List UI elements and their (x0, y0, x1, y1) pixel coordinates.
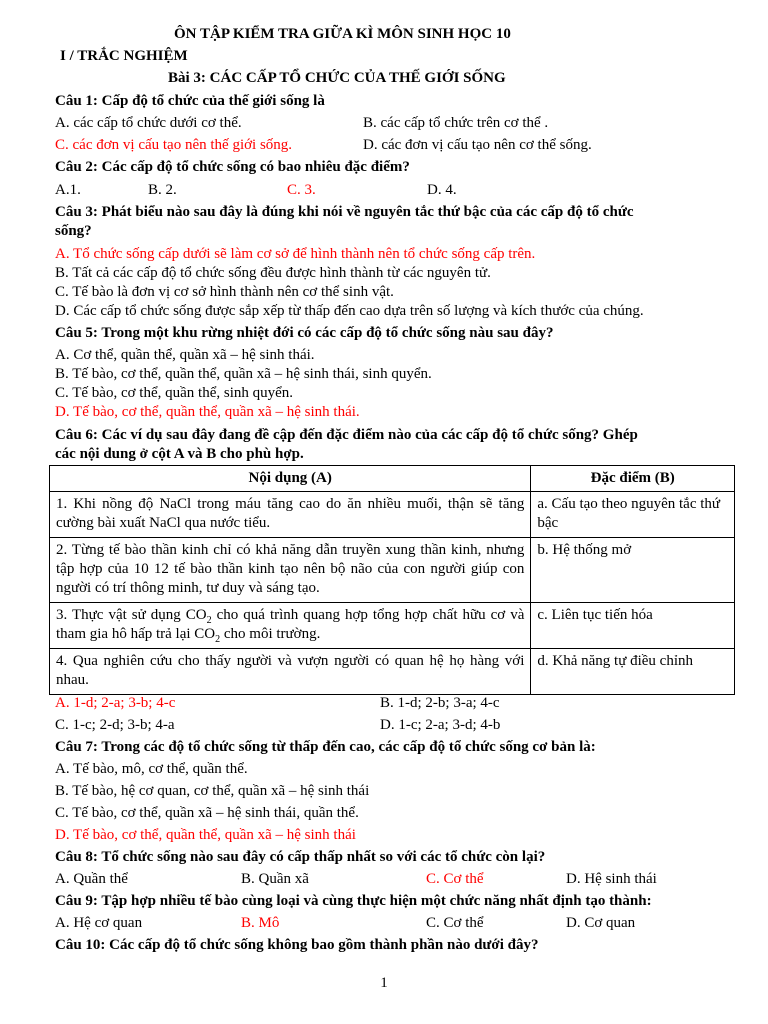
q9-option-b: B. Mô (241, 915, 280, 931)
table-cell-b: a. Cấu tạo theo nguyên tắc thứ bậc (531, 492, 735, 538)
table-header-row (50, 466, 735, 492)
q1-option-d: D. các đơn vị cấu tạo nên cơ thể sống. (363, 137, 592, 153)
column-b-header: Đặc điểm (B) (531, 466, 735, 492)
section-heading: I / TRẮC NGHIỆM (60, 48, 188, 64)
q1-option-c: C. các đơn vị cấu tạo nên thế giới sống. (55, 137, 293, 153)
q6-option-b: B. 1-d; 2-b; 3-a; 4-c (380, 695, 500, 711)
column-a-header: Nội dụng (A) (50, 466, 531, 492)
q2-option-a: A.1. (55, 182, 81, 198)
q3-option-d: D. Các cấp tổ chức sống được sắp xếp từ thấp đến cao dựa trên số lượng và kích thước của chúng. (55, 303, 644, 319)
question-2: Câu 2: Các cấp độ tổ chức sống có bao nhiêu đặc điểm? (55, 159, 410, 175)
table-cell-a: 4. Qua nghiên cứu cho thấy người và vượn người có quan hệ họ hàng với nhau. (50, 649, 531, 695)
question-5: Câu 5: Trong một khu rừng nhiệt đới có các cấp độ tổ chức sống nàu sau đây? (55, 325, 554, 341)
q8-option-b: B. Quần xã (241, 871, 309, 887)
q2-option-b: B. 2. (148, 182, 177, 198)
q6-option-d: D. 1-c; 2-a; 3-d; 4-b (380, 717, 501, 733)
q3-option-b: B. Tất cả các cấp độ tổ chức sống đều được hình thành từ các nguyên tử. (55, 265, 491, 281)
q7-option-b: B. Tế bào, hệ cơ quan, cơ thể, quần xã – hệ sinh thái (55, 783, 370, 799)
q8-option-c: C. Cơ thể (426, 871, 484, 887)
q9-option-d: D. Cơ quan (566, 915, 636, 931)
q9-option-a: A. Hệ cơ quan (55, 915, 143, 931)
subscript: 2 (206, 615, 212, 626)
q5-option-d: D. Tế bào, cơ thể, quần thể, quần xã – hệ sinh thái. (55, 404, 360, 420)
q3-option-c: C. Tế bào là đơn vị cơ sở hình thành nên cơ thể sinh vật. (55, 284, 394, 300)
q5-option-b: B. Tế bào, cơ thể, quần thể, quần xã – hệ sinh thái, sinh quyển. (55, 366, 432, 382)
table-cell-b: d. Khả năng tự điều chỉnh (531, 649, 735, 695)
q2-option-c: C. 3. (287, 182, 316, 198)
q8-option-d: D. Hệ sinh thái (566, 871, 657, 887)
q6-option-a: A. 1-d; 2-a; 3-b; 4-c (55, 695, 176, 711)
lesson-heading: Bài 3: CÁC CẤP TỔ CHỨC CỦA THẾ GIỚI SỐNG (168, 70, 506, 86)
table-cell-a: 2. Từng tế bào thần kinh chỉ có khả năng dẫn truyền xung thần kinh, nhưng tập hợp của 10 12 tế bào thần kinh tạo nên bộ não của con người giúp con người có trí thông minh, tư duy và sáng tạo. (50, 538, 531, 603)
cell-text: cho môi trường. (220, 626, 321, 642)
table-cell-a (50, 603, 531, 649)
question-7: Câu 7: Trong các độ tổ chức sống từ thấp đến cao, các cấp độ tổ chức sống cơ bản là: (55, 739, 596, 755)
q2-option-d: D. 4. (427, 182, 457, 198)
question-6-line-2: các nội dung ở cột A và B cho phù hợp. (55, 446, 304, 462)
q7-option-c: C. Tế bào, cơ thể, quần xã – hệ sinh thái, quần thể. (55, 805, 359, 821)
subscript: 2 (215, 634, 221, 645)
cell-text: cho quá trình quang hợp tổng hợp chất hữu cơ và tham gia hô hấp trả lại CO (56, 607, 525, 642)
q6-option-c: C. 1-c; 2-d; 3-b; 4-a (55, 717, 175, 733)
q8-option-a: A. Quần thể (55, 871, 128, 887)
page-number: 1 (380, 975, 388, 991)
q1-option-b: B. các cấp tổ chức trên cơ thể . (363, 115, 549, 131)
question-10: Câu 10: Các cấp độ tổ chức sống không bao gồm thành phần nào dưới đây? (55, 937, 539, 953)
table-row (50, 603, 735, 649)
q1-option-a: A. các cấp tổ chức dưới cơ thể. (55, 115, 242, 131)
q5-option-c: C. Tế bào, cơ thể, quần thể, sinh quyển. (55, 385, 294, 401)
question-3-line-1: Câu 3: Phát biểu nào sau đây là đúng khi nói về nguyên tắc thứ bậc của các cấp độ tổ chức (55, 204, 634, 220)
question-8: Câu 8: Tổ chức sống nào sau đây có cấp thấp nhất so với các tổ chức còn lại? (55, 849, 546, 865)
q7-option-d: D. Tế bào, cơ thể, quần thể, quần xã – hệ sinh thái (55, 827, 356, 843)
table-cell-a: 1. Khi nồng độ NaCl trong máu tăng cao do ăn nhiều muối, thận sẽ tăng cường bài xuất NaCl qua nước tiểu. (50, 492, 531, 538)
cell-text: 3. Thực vật sử dụng CO (56, 607, 207, 623)
document-title: ÔN TẬP KIỂM TRA GIỮA KÌ MÔN SINH HỌC 10 (174, 26, 511, 42)
question-6-line-1: Câu 6: Các ví dụ sau đây đang đề cập đến đặc điểm nào của các cấp độ tổ chức sống? Ghép (55, 427, 638, 443)
q5-option-a: A. Cơ thể, quần thể, quần xã – hệ sinh thái. (55, 347, 315, 363)
question-3-line-2: sống? (55, 223, 92, 239)
q3-option-a: A. Tổ chức sống cấp dưới sẽ làm cơ sở để hình thành nên tổ chức sống cấp trên. (55, 246, 536, 262)
question-1: Câu 1: Cấp độ tổ chức của thế giới sống là (55, 93, 325, 109)
matching-table (49, 465, 735, 695)
table-cell-b: b. Hệ thống mở (531, 538, 735, 603)
q7-option-a: A. Tế bào, mô, cơ thể, quần thể. (55, 761, 248, 777)
table-cell-b: c. Liên tục tiến hóa (531, 603, 735, 649)
table-row (50, 492, 735, 538)
q9-option-c: C. Cơ thể (426, 915, 484, 931)
table-row (50, 538, 735, 603)
question-9: Câu 9: Tập hợp nhiều tế bào cùng loại và cùng thực hiện một chức năng nhất định tạo thành: (55, 893, 652, 909)
table-row (50, 649, 735, 695)
